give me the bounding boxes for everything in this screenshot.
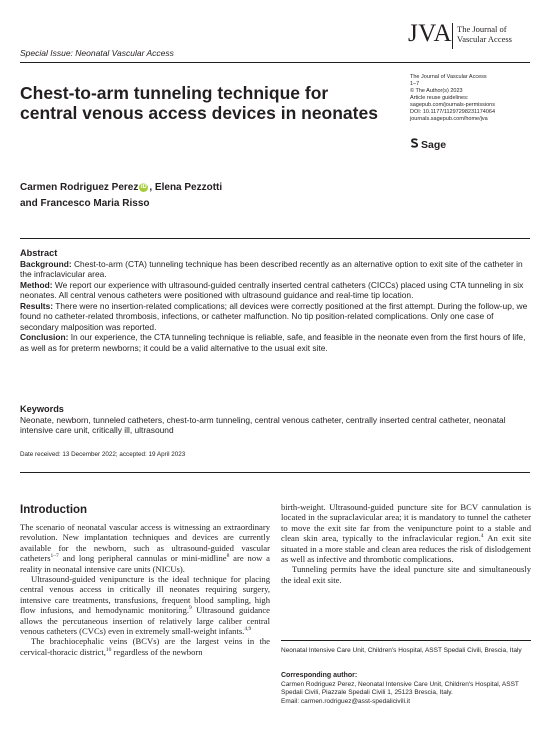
body-column-left <box>20 522 270 657</box>
orcid-icon[interactable]: iD <box>140 183 147 190</box>
meta-reuse: Article reuse guidelines: <box>410 95 469 101</box>
abstract-background: Background: Chest-to-arm (CTA) tunneling technique has been described recently as an alternative option to exit site of the catheter in the infraclavicular area. <box>20 258 523 279</box>
meta-doi[interactable]: DOI: 10.1177/11297298231174064 <box>410 109 496 115</box>
email-link[interactable]: carmen.rodriguez@asst-spedalicivili.it <box>300 697 411 705</box>
keywords-heading: Keywords <box>20 404 64 414</box>
sage-s-icon <box>410 138 419 148</box>
footnote-rule <box>281 640 531 641</box>
introduction-heading: Introduction <box>20 504 88 516</box>
logo-divider <box>452 23 453 49</box>
logo-abbreviation: JVA <box>408 20 453 47</box>
keywords-text: Neonate, newborn, tunneled catheters, chest-to-arm tunneling, central venous catheter, centrally inserted central catheter, neonatal intensive care unit, critically ill, ultrasound <box>20 414 506 435</box>
author-list: Carmen Rodriguez Perez iD , Elena Pezzotti and Francesco Maria Risso <box>20 182 223 209</box>
intro-paragraph-3: The brachiocephalic veins (BCVs) are the largest veins in the cervical-thoracic district,$^{10}$ regardless of the newborn <box>20 636 270 657</box>
body-column-right <box>281 502 531 585</box>
article-title: Chest-to-arm tunneling technique for central venous access devices in neonates <box>20 83 378 123</box>
corresponding-address: Carmen Rodriguez Perez, Neonatal Intensive Care Unit, Children's Hospital, ASST Spedali Civili, Piazzale Spedali Civili 1, 25123 Brescia, Italy. <box>281 680 519 696</box>
dates-rule <box>20 472 530 473</box>
corresponding-heading: Corresponding author: <box>281 672 358 679</box>
abstract-results: Results: There were no insertion-related complications; all devices were correctly positioned at the first attempt. During the follow-up, we found no catheter-related thrombosis, infections, or catheter malfunction. No tip position-related complications. Only one case of secondary malposition was reported. <box>20 300 528 332</box>
meta-permissions-link[interactable]: sagepub.com/journals-permissions <box>410 102 495 108</box>
abstract-top-rule <box>20 238 530 239</box>
keywords <box>20 404 532 436</box>
meta-journal: The Journal of Vascular Access <box>410 74 487 80</box>
journal-logo <box>408 20 528 54</box>
meta-journal-link[interactable]: journals.sagepub.com/home/jva <box>410 116 488 122</box>
meta-copyright: © The Author(s) 2023 <box>410 88 463 94</box>
header-rule <box>20 62 530 63</box>
abstract <box>20 248 532 353</box>
abstract-method: Method: We report our experience with ultrasound-guided centrally inserted central catheters (CICCs) placed using CTA tunneling in six neonates. All central venous catheters were positioned with ultrasound guidance and real-time tip location. <box>20 279 524 300</box>
corresponding-email: Email: carmen.rodriguez@asst-spedalicivili.it <box>281 697 411 705</box>
logo-journal-name: The Journal of Vascular Access <box>457 24 512 44</box>
abstract-heading: Abstract <box>20 248 58 258</box>
received-dates: Date received: 13 December 2022; accepted: 19 April 2023 <box>20 451 186 458</box>
article-meta <box>410 74 540 123</box>
meta-pages: 1–7 <box>410 81 420 87</box>
intro-paragraph-2: Ultrasound-guided venipuncture is the ideal technique for placing central venous access in critically ill neonates requiring surgery, intensive care treatments, transfusions, frequent blood sampling, high flow infusions, and hemodynamic monitoring.$^9$ Ultrasound guidance allows the percutaneous insertion of relatively large caliber central venous catheters (CVCs) even in extremely small-weight infants.$^{4,9}$ <box>20 574 270 637</box>
abstract-conclusion: Conclusion: In our experience, the CTA tunneling technique is reliable, safe, and feasible in the neonate even from the first hours of life, as well as for preterm newborns; it could be a valid alternative to the usual exit site. <box>20 332 526 353</box>
corresponding-author <box>281 672 531 706</box>
special-issue-label: Special Issue: Neonatal Vascular Access <box>20 48 174 58</box>
intro-paragraph-1: The scenario of neonatal vascular access is witnessing an extraordinary revolution. New implantation techniques and devices are currently available for the newborn, such as ultrasound-guided vascular catheters$^{1-7}$ and long peripheral cannulas or mini-midline$^8$ are now a reality in neonatal intensive care units (NICUs). <box>20 522 270 574</box>
publisher-logo: Sage <box>410 138 446 151</box>
intro-paragraph-4: birth-weight. Ultrasound-guided puncture site for BCV cannulation is located in the supraclavicular area; it is mandatory to tunnel the catheter to move the exit site far from the venipuncture point to a stable and clean skin area, typically to the infraclavicular region.$^4$ An exit site situated in a more stable and clean area reduces the risk of dislodgement as well as infective and thrombotic complications. <box>281 502 532 565</box>
affiliation: Neonatal Intensive Care Unit, Children's Hospital, ASST Spedali Civili, Brescia, Italy <box>281 647 522 654</box>
intro-paragraph-5: Tunneling permits have the ideal puncture site and simultaneously the ideal exit site. <box>281 564 531 585</box>
